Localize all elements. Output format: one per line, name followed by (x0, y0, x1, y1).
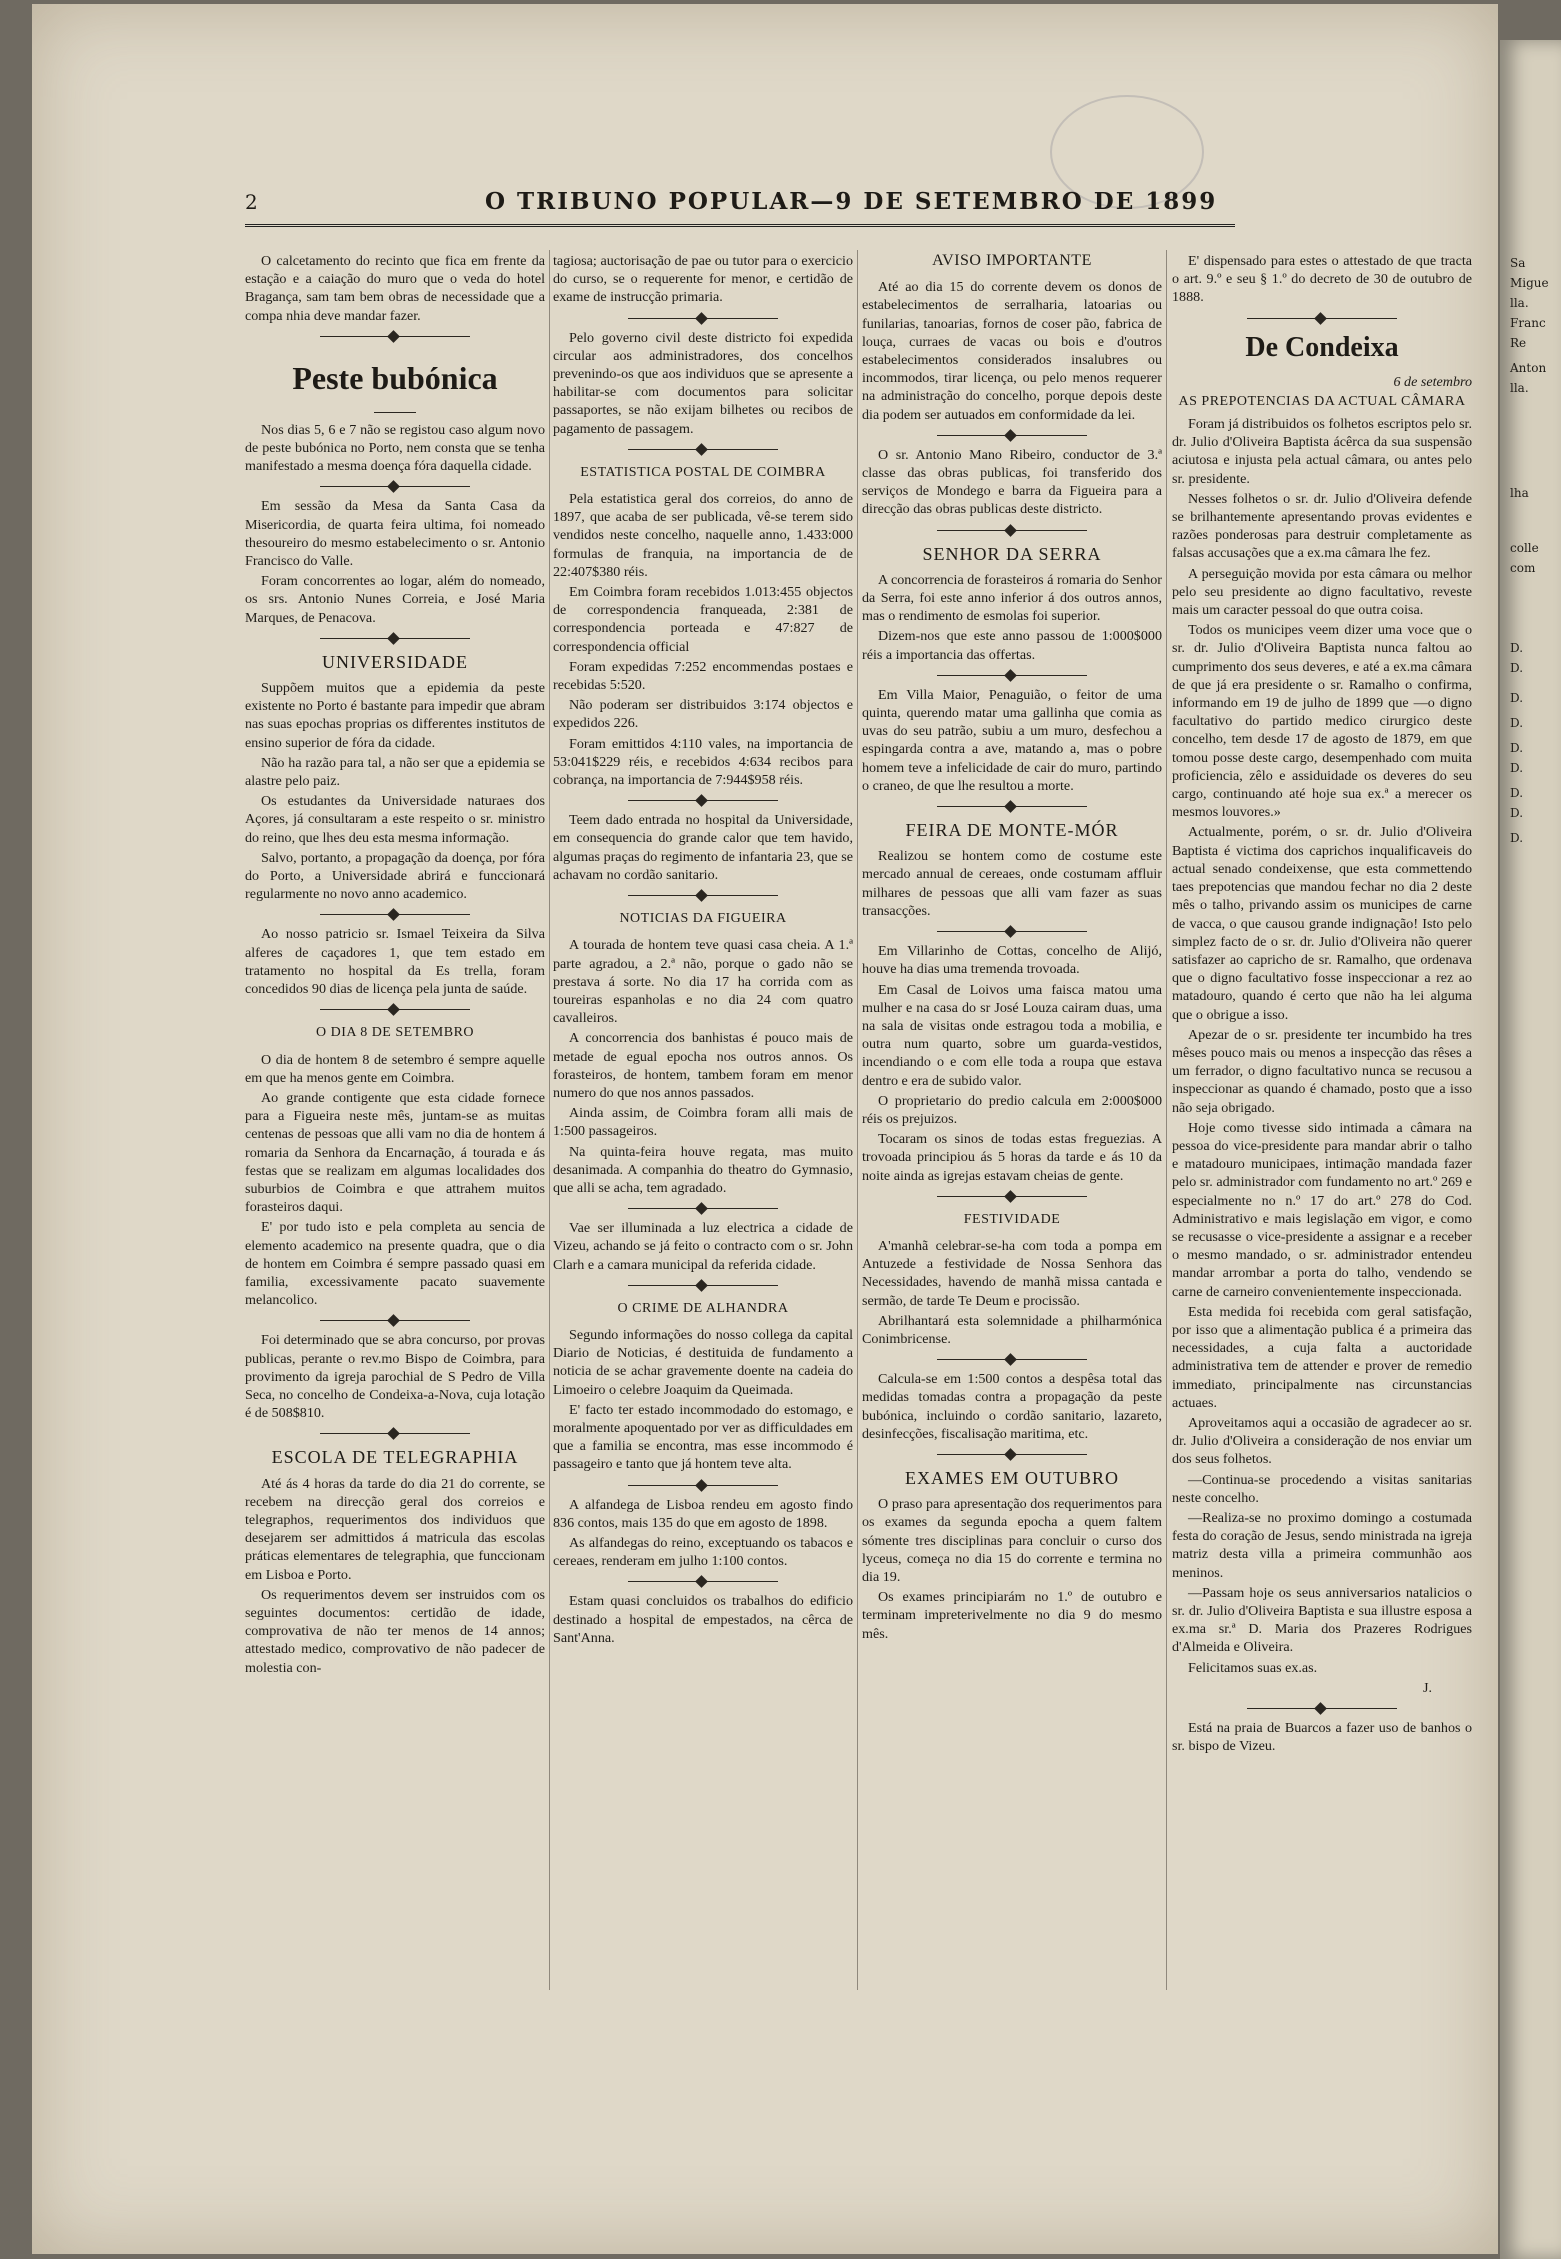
separator (862, 428, 1162, 442)
separator (553, 1201, 853, 1215)
article-paragraph: Dizem-nos que este anno passou de 1:000$000 réis a importancia das offertas. (862, 628, 1162, 663)
separator (553, 442, 853, 456)
adjacent-page-fragment: lla. (1510, 296, 1529, 310)
adjacent-page-fragment: Re (1510, 336, 1527, 350)
adjacent-page-fragment: D. (1510, 786, 1524, 800)
article-paragraph: A concorrencia de forasteiros á romaria do Senhor da Serra, foi este anno inferior á dos outros annos, mas o rendimento de esmolas foi superior. (862, 571, 1162, 625)
adjacent-page-fragment: D. (1510, 761, 1524, 775)
article-paragraph: Segundo informações do nosso collega da capital Diario de Noticias, é destituida de fundamento a noticia de se achar gravemente doente na cadeia do Limoeiro o celebre Joaquim da Queimada. (553, 1326, 853, 1398)
article-paragraph: Felicitamos suas ex.as. (1188, 1659, 1318, 1676)
separator (553, 793, 853, 807)
article-paragraph: O sr. Antonio Mano Ribeiro, conductor de 3.ª classe das obras publicas, foi transferido dos serviços de Mondego e barra da Figueira para a direcção das obras publicas deste districto. (862, 446, 1162, 518)
headline-alhandra: O CRIME DE ALHANDRA (617, 1300, 789, 1316)
separator (1172, 311, 1472, 325)
column-3 (862, 252, 1162, 1992)
column-divider (1166, 250, 1167, 1990)
separator (553, 1574, 853, 1588)
separator (553, 1278, 853, 1292)
headline-telegraphia: ESCOLA DE TELEGRAPHIA (271, 1447, 519, 1468)
article-paragraph: E' facto ter estado incommodado do estomago, e moralmente apoquentado por ver as difficuldades em que a familia se encontra, mas esse incommodo é passageiro e tanto que já hontem teve alta. (553, 1401, 853, 1473)
adjacent-page-fragment: D. (1510, 806, 1524, 820)
adjacent-page-fragment: Sa (1510, 256, 1526, 270)
adjacent-page-edge (1500, 40, 1561, 2259)
article-paragraph: Os exames principiarám no 1.º de outubro e terminam impreterivelmente no dia 9 do mesmo mês. (862, 1589, 1162, 1642)
article-paragraph: Em Villa Maior, Penaguião, o feitor de uma quinta, querendo matar uma gallinha que comia as uvas do seu patrão, subiu a um muro, desfechou a espingarda contra a ave, matando a, mas o pobre homem teve a infelicidade de cair do muro, partindo o craneo, de que lhe resultou a morte. (862, 686, 1162, 794)
article-paragraph: Foi determinado que se abra concurso, por provas publicas, perante o rev.mo Bispo de Coimbra, para provimento da igreja parochial de S Pedro de Villa Seca, no concelho de Condeixa-a-Nova, cuja lotação é de 508$810. (245, 1332, 545, 1422)
adjacent-page-fragment: colle (1510, 541, 1539, 555)
adjacent-page-fragment: Migue (1510, 276, 1549, 290)
column-divider (549, 250, 550, 1990)
article-paragraph: Em Coimbra foram recebidos 1.013:455 objectos de correspondencia franqueada, 2:381 de correspondencia porteada e 47:827 de correspondencia official (553, 584, 853, 655)
separator (862, 924, 1162, 938)
separator (245, 403, 545, 421)
headline-feira: FEIRA DE MONTE-MÓR (905, 820, 1119, 841)
adjacent-page-fragment: D. (1510, 691, 1524, 705)
article-paragraph: Nesses folhetos o sr. dr. Julio d'Oliveira defende se brilhantemente apresentando provas evidentes e razões ponderosas para destruir completamente as falsas accusações que a ex.ma câmara lhe fez. (1172, 490, 1472, 562)
article-paragraph: Foram emittidos 4:110 vales, na importancia de 53:041$229 réis, e recebidos 4:634 recibos para cobrança, na importancia de 7:944$958 réis. (553, 735, 853, 789)
article-paragraph: A concorrencia dos banhistas é pouco mais de metade de egual epocha nos outros annos. Os forasteiros, de hontem, tambem foram em menor numero do que nos annos passados. (553, 1030, 853, 1101)
separator (245, 1426, 545, 1440)
article-paragraph: O praso para apresentação dos requerimentos para os exames da segunda epocha a quem faltem sómente tres disciplinas para concluir o curso dos lyceus, começa no dia 15 do corrente e termina no dia 19. (862, 1496, 1162, 1585)
article-paragraph: Ao nosso patricio sr. Ismael Teixeira da Silva alferes de caçadores 1, que tem estado em tratamento no hospital da Es trella, foram concedidos 90 dias de licença pela junta de saúde. (245, 926, 545, 998)
article-paragraph: Calcula-se em 1:500 contos a despêsa total das medidas tomadas contra a propagação da peste bubónica, incluindo o cordão sanitario, lazareto, desinfecções, fiscalisação maritima, etc. (862, 1371, 1162, 1442)
headline-dia-8: O DIA 8 DE SETEMBRO (315, 1025, 475, 1041)
article-paragraph: E' por tudo isto e pela completa au sencia de elemento academico na presente quadra, que o dia de hontem em Coimbra é sempre passado quasi em familia, excessivamente pacato suavemente melancolico. (245, 1219, 545, 1309)
headline-exames: EXAMES EM OUTUBRO (904, 1467, 1119, 1488)
article-paragraph: E' dispensado para estes o attestado de que tracta o art. 9.º e seu § 1.º do decreto de 30 de outubro de 1888. (1172, 253, 1472, 306)
separator (862, 1352, 1162, 1366)
article-paragraph: Não ha razão para tal, a não ser que a epidemia se alastre pelo paiz. (245, 754, 545, 790)
article-paragraph: Vae ser illuminada a luz electrica a cidade de Vizeu, achando se já feito o contracto com o sr. John Clarh e a camara municipal da referida cidade. (553, 1220, 853, 1273)
column-1 (245, 252, 545, 1992)
adjacent-page-fragment: Anton (1510, 361, 1547, 375)
article-paragraph: Em sessão da Mesa da Santa Casa da Misericordia, de quarta feira ultima, foi nomeado thesoureiro do mesmo estabelecimento o sr. Antonio Francisco do Valle. (245, 498, 545, 570)
article-paragraph: Apezar de o sr. presidente ter incumbido ha tres mêses pouco mais ou menos a inspecção das rêses a um ferrador, o digno facultativo nunca se recusou a inspeccionar as quando é chamado, posto que a isso não seja obrigado. (1172, 1026, 1472, 1116)
article-paragraph: Nos dias 5, 6 e 7 não se registou caso algum novo de peste bubónica no Porto, nem consta que se tenha manifestado a mesma doença fóra daquella cidade. (245, 421, 545, 475)
article-paragraph: A tourada de hontem teve quasi casa cheia. A 1.ª parte agradou, a 2.ª não, porque o gado não se prestava á sorte. No dia 17 ha corrida com as toureiras espanholas e no dia 24 com quatro cavalleiros. (553, 937, 853, 1027)
article-paragraph: Ao grande contigente que esta cidade fornece para a Figueira neste mês, juntam-se as muitas centenas de pessoas que alli vam no dia de hontem á romaria da Senhora da Encarnação, á tourada e ás festas que se realizam em algumas localidades dos suburbios de Coimbra e que attrahem muitos forasteiros daqui. (245, 1089, 545, 1216)
article-paragraph: A'manhã celebrar-se-ha com toda a pompa em Antuzede a festividade de Nossa Senhora das Necessidades, havendo de manhã missa cantada e sermão, de tarde Te Deum e procissão. (862, 1237, 1162, 1309)
subheadline-prepotencias: AS PREPOTENCIAS DA ACTUAL CÂMARA (1178, 393, 1466, 409)
separator (862, 1447, 1162, 1461)
article-paragraph: Abrilhantará esta solemnidade a philharmónica Conimbricense. (862, 1312, 1162, 1347)
article-paragraph: Tocaram os sinos de todas estas freguezias. A trovoada principiou ás 5 horas da tarde e ás 10 da noite ainda as igrejas estavam cheias de gente. (862, 1131, 1162, 1184)
headline-senhor-da-serra: SENHOR DA SERRA (922, 543, 1102, 564)
separator (245, 907, 545, 921)
headline-figueira: NOTICIAS DA FIGUEIRA (619, 911, 787, 927)
article-paragraph: tagiosa; auctorisação de pae ou tutor para o exercicio do curso, se o requerente for menor, e certidão de exame de instrucção primaria. (553, 253, 853, 306)
article-paragraph: A perseguição movida por esta câmara ou melhor pelo seu presidente ao digno facultativo, reveste mais um caracter pessoal do que outra coisa. (1172, 565, 1472, 619)
article-paragraph: Suppõem muitos que a epidemia da peste existente no Porto é bastante para impedir que abram nas suas epochas proprias os differentes institutos de ensino superior de fóra da cidade. (245, 680, 545, 751)
article-paragraph: Realizou se hontem como de costume este mercado annual de cereaes, onde costumam affluir milhares de pessoas que alli vam fazer as suas transacções. (862, 848, 1162, 919)
separator (1172, 1701, 1472, 1715)
article-paragraph: A alfandega de Lisboa rendeu em agosto findo 836 contos, mais 135 do que em agosto de 1898. (553, 1496, 853, 1531)
article-paragraph: O proprietario do predio calcula em 2:000$000 réis os prejuizos. (862, 1092, 1162, 1127)
article-paragraph: Aproveitamos aqui a occasião de agradecer ao sr. dr. Julio d'Oliveira a consideração de nos enviar um dos seus folhetos. (1172, 1414, 1472, 1468)
separator (553, 311, 853, 325)
headline-aviso: AVISO IMPORTANTE (932, 252, 1092, 269)
article-paragraph: Os estudantes da Universidade naturaes dos Açores, já consultaram a este respeito o sr. ministro do reino, que lhes deu esta mesma informação. (245, 793, 545, 846)
page-number: 2 (245, 190, 258, 214)
adjacent-page-fragment: D. (1510, 641, 1524, 655)
article-paragraph: Em Casal de Loivos uma faisca matou uma mulher e na casa do sr José Louza cairam duas, uma na sala de visitas onde estragou toda a mobilia, e outra num quarto, sobre um guarda-vestidos, incendiando o e com elle toda a roupa que estava dentro e era de subido valor. (862, 981, 1162, 1089)
article-paragraph: Actualmente, porém, o sr. dr. Julio d'Oliveira Baptista é victima dos caprichos inqualificaveis do actual senado condeixense, que esta commettendo taes prepotencias que mandou fechar no dia 2 deste mês o talho, privando assim os municipes de carne de vacca, o que causou grande indignação! Isto pelo simplez facto de o sr. dr. Julio d'Oliveira não querer satisfazer ao capricho de sr. Ramalho, que ordenava que o digno facultativo fosse inspeccionar a rez ao matadouro, quando é certo que não ha lei alguma que o obrigue a isso. (1172, 824, 1472, 1023)
article-paragraph: Ainda assim, de Coimbra foram alli mais de 1:500 passageiros. (553, 1105, 853, 1140)
article-paragraph: Teem dado entrada no hospital da Universidade, em consequencia do grande calor que tem havido, algumas praças do regimento de infantaria 23, que se achavam no cordão sanitario. (553, 812, 853, 883)
adjacent-page-fragment: lha (1510, 486, 1529, 500)
article-paragraph: Salvo, portanto, a propagação da doença, por fóra do Porto, a Universidade abrirá e funccionará regularmente no novo anno academico. (245, 849, 545, 903)
article-paragraph: O dia de hontem 8 de setembro é sempre aquelle em que ha menos gente em Coimbra. (245, 1051, 545, 1086)
article-paragraph: Foram concorrentes ao logar, além do nomeado, os srs. Antonio Nunes Correia, e José Maria Marques, de Penacova. (245, 573, 545, 626)
separator (553, 1478, 853, 1492)
article-paragraph: As alfandegas do reino, exceptuando os tabacos e cereaes, renderam em julho 1:100 contos. (553, 1534, 853, 1570)
masthead-dateline: O TRIBUNO POPULAR—9 DE SETEMBRO DE 1899 (485, 188, 1218, 215)
headline-peste: Peste bubónica (292, 359, 498, 396)
adjacent-page-fragment: lla. (1510, 381, 1529, 395)
adjacent-page-fragment: D. (1510, 716, 1524, 730)
separator (862, 668, 1162, 682)
article-paragraph: Não poderam ser distribuidos 3:174 objectos e expedidos 226. (553, 697, 853, 732)
column-2 (553, 252, 853, 1992)
headline-universidade: UNIVERSIDADE (322, 651, 468, 672)
separator (862, 523, 1162, 537)
article-paragraph: O calcetamento do recinto que fica em frente da estação e a caiação do muro que o veda do hotel Bragança, sam tam bem obras de necessidade que a compa nhia deve mandar fazer. (245, 253, 545, 324)
article-paragraph: Todos os municipes veem dizer uma voce que o sr. dr. Julio d'Oliveira Baptista nunca faltou ao cumprimento dos seus deveres, e até a ex.ma câmara de que já era presidente o sr. Ramalho o confirma, informando em 19 de julho de 1899 que —o digno facultativo do partido medico cirurgico deste concelho, tem desde 17 de agosto de 1879, em que tomou posse deste cargo, desempenhado com muita proficiencia, zêlo e assiduidade os deveres do seu cargo, continuando até hoje sua ex.ª a merecer os mesmos louvores.» (1172, 622, 1472, 821)
separator (245, 479, 545, 493)
adjacent-page-fragment: D. (1510, 741, 1524, 755)
article-paragraph: Esta medida foi recebida com geral satisfação, por isso que a alimentação publica é a primeira das necessidades, a cuja falta a auctoridade administrativa tem de attender e prover de remedio immediato, principalmente nas circunstancias actuaes. (1172, 1303, 1472, 1411)
adjacent-page-fragment: D. (1510, 831, 1524, 845)
separator (245, 1002, 545, 1016)
article-paragraph: Pelo governo civil deste districto foi expedida circular aos administradores, dos concelhos prevenindo-os que aos individuos que se apresente a habilitar-se com documentos para solicitar passaportes, se não exijam bilhetes ou recibos de pagamento de passagem. (553, 329, 853, 437)
article-paragraph: Hoje como tivesse sido intimada a câmara na pessoa do vice-presidente para mandar abrir o talho e matadouro municipaes, intimação mandada fazer pelo sr. administrador com fundamento no art.º 269 e especialmente no n.º 17 do art.º 278 do Cod. Administrativo e mais legislação em vigor, e como se recusasse o vice-presidente a assignar e a receber o mesmo mandado, o sr. administrador entendeu mandar arrombar a porta do talho, vendendo se carne de carneiro convenientemente inspeccionada. (1172, 1119, 1472, 1300)
article-paragraph: —Passam hoje os seus anniversarios natalicios o sr. dr. Julio d'Oliveira Baptista e sua illustre esposa a ex.ma sr.ª D. Maria dos Prazeres Rodrigues d'Almeida e Oliveira. (1172, 1584, 1472, 1656)
separator (245, 631, 545, 645)
separator (553, 888, 853, 902)
article-paragraph: Até ao dia 15 do corrente devem os donos de estabelecimentos de serralharia, latoarias ou funilarias, tanoarias, fornos de coser pão, fabrica de louça, curraes de vacas ou bois e d'outros estabelecimentos considerados insalubres ou incommodos, tirar licença, ou pelo menos requerer na administração do concelho, porque depois deste dia podem ser autuados em conformidade da lei. (862, 279, 1162, 423)
signature: J. (1422, 1679, 1432, 1696)
adjacent-page-fragment: com (1510, 561, 1536, 575)
headline-festividade: FESTIVIDADE (963, 1211, 1061, 1227)
separator (245, 329, 545, 343)
article-paragraph: Foram expedidas 7:252 encommendas postaes e recebidas 5:520. (553, 658, 853, 694)
article-paragraph: Os requerimentos devem ser instruidos com os seguintes documentos: certidão de idade, comprovativa de não ter menos de 14 annos; attestado medico, comprovativo de não padecer de molestia con- (245, 1586, 545, 1676)
article-paragraph: Em Villarinho de Cottas, concelho de Alijó, houve ha dias uma tremenda trovoada. (862, 943, 1162, 978)
separator (862, 1189, 1162, 1203)
dateline: 6 de setembro (1393, 373, 1472, 390)
article-paragraph: Pela estatistica geral dos correios, do anno de 1897, que acaba de ser publicada, vê-se terem sido vendidos neste concelho, naquelle anno, 1.433:000 formulas de franquia, na importancia de de 22:407$380 réis. (553, 491, 853, 580)
adjacent-page-fragment: D. (1510, 661, 1524, 675)
article-paragraph: Na quinta-feira houve regata, mas muito desanimada. A companhia do theatro do Gymnasio, que alli se acha, tem agradado. (553, 1143, 853, 1196)
column-4 (1172, 252, 1472, 1992)
article-paragraph: Está na praia de Buarcos a fazer uso de banhos o sr. bispo de Vizeu. (1172, 1720, 1472, 1755)
headline-condeixa: De Condeixa (1245, 331, 1399, 363)
adjacent-page-fragment: Franc (1510, 316, 1546, 330)
page-header (245, 184, 1235, 227)
article-paragraph: Foram já distribuidos os folhetos escriptos pelo sr. dr. Julio d'Oliveira Baptista ácêrca da sua suspensão aciutosa e injusta pela actual câmara, ou antes pelo sr. presidente. (1172, 416, 1472, 487)
article-paragraph: Até ás 4 horas da tarde do dia 21 do corrente, se recebem na direcção geral dos correios e telegraphos, requerimentos dos individuos que desejarem ser admittidos á matricula das escolas práticas elementares de telegraphia, que funccionam em Lisboa e Porto. (245, 1475, 545, 1583)
article-paragraph: Estam quasi concluidos os trabalhos do edificio destinado a hospital de empestados, na cêrca de Sant'Anna. (553, 1593, 853, 1646)
separator (862, 799, 1162, 813)
column-divider (857, 250, 858, 1990)
headline-postal: ESTATISTICA POSTAL DE COIMBRA (580, 464, 826, 480)
article-paragraph: —Realiza-se no proximo domingo a costumada festa do coração de Jesus, sendo ministrada na igreja matriz desta villa a primeira communhão aos meninos. (1172, 1510, 1472, 1581)
separator (245, 1313, 545, 1327)
article-paragraph: —Continua-se procedendo a visitas sanitarias neste concelho. (1172, 1471, 1472, 1506)
